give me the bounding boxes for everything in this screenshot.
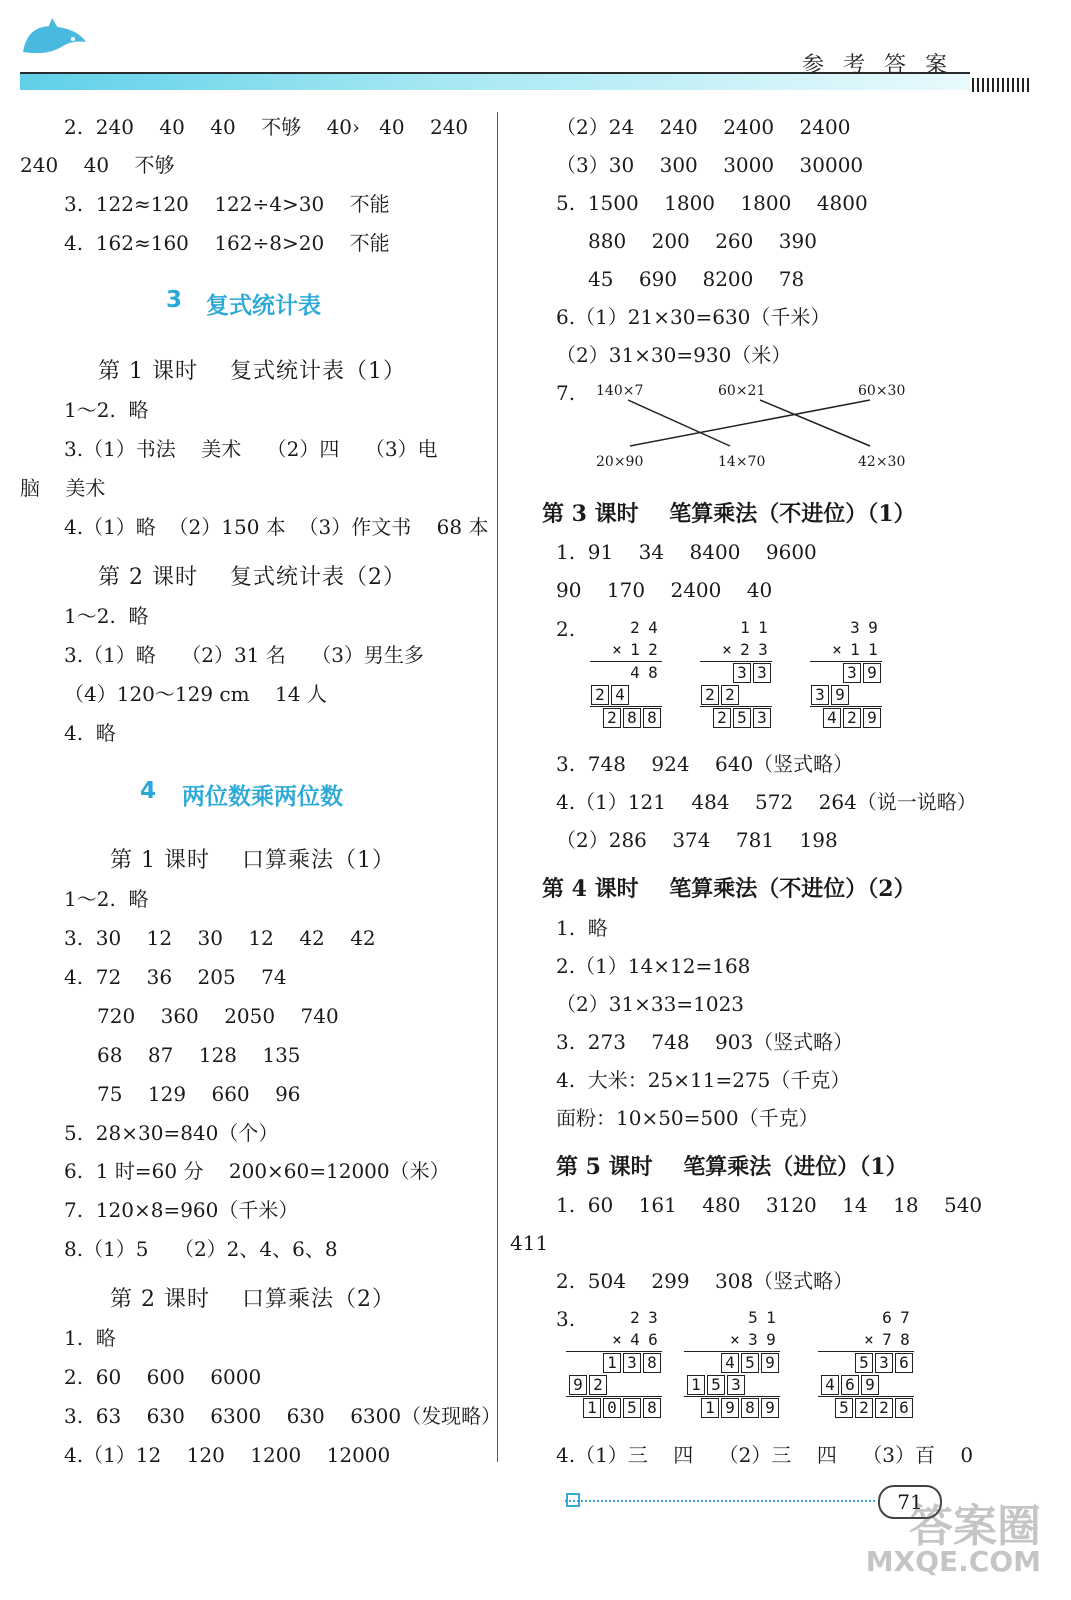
calc-row (810, 617, 882, 639)
calc-row (590, 639, 662, 661)
calc-digit: × (832, 640, 842, 659)
answer-line: 1. 略 (64, 1326, 116, 1350)
calc-row (566, 1374, 662, 1396)
vertical-multiplication (566, 1307, 662, 1419)
lesson-heading: 第 4 课时 笔算乘法（不进位）（2） (542, 876, 916, 902)
calc-digit: 2 (591, 685, 609, 705)
vertical-multiplication (700, 617, 772, 729)
calc-row (590, 684, 662, 706)
calc-digit: 4 (648, 618, 658, 637)
calc-digit: 9 (861, 1375, 879, 1395)
lesson-heading: 第 2 课时 口算乘法（2） (110, 1287, 395, 1312)
calc-row (684, 1329, 780, 1351)
calc-digit: 3 (850, 618, 860, 637)
match-label: 14×70 (718, 454, 766, 470)
answer-line: 4.（1）三 四 （2）三 四 （3）百 0 (556, 1443, 974, 1467)
calc-digit: 2 (843, 708, 861, 728)
calc-digit: 2 (740, 640, 750, 659)
calc-digit: 2 (589, 1375, 607, 1395)
vertical-multiplication (684, 1307, 780, 1419)
lesson-heading: 第 5 课时 笔算乘法（进位）（1） (556, 1154, 908, 1180)
calc-row (700, 706, 772, 729)
calc-row (700, 684, 772, 706)
section-title: 两位数乘两位数 (182, 784, 343, 810)
page-number: 71 (878, 1485, 942, 1519)
answer-line: 1～2. 略 (64, 398, 149, 422)
calc-digit: 9 (868, 618, 878, 637)
calc-digit: 8 (741, 1398, 759, 1418)
match-label: 42×30 (858, 454, 906, 470)
calc-row (818, 1374, 914, 1396)
answer-line: 2.（1）14×12=168 (556, 954, 751, 978)
calc-digit: 6 (648, 1330, 658, 1349)
calc-row (684, 1374, 780, 1396)
calc-digit: 2 (875, 1398, 893, 1418)
answer-line: 脑 美术 (20, 476, 106, 500)
calc-digit: 1 (583, 1398, 601, 1418)
calc-digit: 8 (623, 708, 641, 728)
lesson-heading: 第 1 课时 口算乘法（1） (110, 848, 395, 873)
calc-digit: 0 (603, 1398, 621, 1418)
answer-line: 3. (556, 1307, 576, 1331)
answer-line: 4.（1）121 484 572 264（说一说略） (556, 790, 977, 814)
calc-digit: 4 (821, 1375, 839, 1395)
calc-digit: 3 (733, 663, 751, 683)
calc-digit: × (730, 1330, 740, 1349)
calc-digit: 5 (707, 1375, 725, 1395)
answer-line: 240 40 不够 (20, 153, 175, 177)
answer-line: 2. 504 299 308（竖式略） (556, 1269, 854, 1293)
vertical-multiplication (818, 1307, 914, 1419)
lesson-heading: 第 2 课时 复式统计表（2） (98, 565, 406, 590)
calc-digit: 1 (766, 1308, 776, 1327)
calc-digit: × (722, 640, 732, 659)
calc-digit: 4 (630, 1330, 640, 1349)
calc-digit: 1 (701, 1398, 719, 1418)
watermark: 答案圈 (909, 1501, 1041, 1552)
calc-digit: 1 (850, 640, 860, 659)
section-title: 复式统计表 (206, 293, 321, 319)
column-divider (497, 112, 498, 1462)
answer-line: 1. 60 161 480 3120 14 18 540 (556, 1193, 983, 1217)
calc-digit: 5 (623, 1398, 641, 1418)
calc-digit: 6 (882, 1308, 892, 1327)
calc-digit: 3 (843, 663, 861, 683)
calc-digit: × (612, 640, 622, 659)
calc-digit: 3 (758, 640, 768, 659)
calc-digit: 9 (761, 1353, 779, 1373)
calc-digit: 5 (733, 708, 751, 728)
answer-line: 3.（1）书法 美术 （2）四 （3）电 (64, 437, 438, 461)
calc-digit: 9 (831, 685, 849, 705)
answer-line: 3. 30 12 30 12 42 42 (64, 926, 376, 950)
answer-line: 75 129 660 96 (97, 1082, 301, 1106)
answer-line: （2）24 240 2400 2400 (556, 115, 851, 139)
answer-line: 4.（1）略 （2）150 本 （3）作文书 68 本 (64, 515, 489, 539)
answer-line: 45 690 8200 78 (588, 267, 805, 291)
calc-digit: 8 (643, 1353, 661, 1373)
calc-digit: 8 (643, 1398, 661, 1418)
calc-row (700, 661, 772, 684)
lesson-heading: 第 3 课时 笔算乘法（不进位）（1） (542, 501, 916, 527)
section-number: 4 (140, 778, 157, 804)
answer-line: （2）286 374 781 198 (556, 828, 838, 852)
calc-digit: 6 (895, 1398, 913, 1418)
calc-digit: 4 (611, 685, 629, 705)
calc-row (684, 1396, 780, 1419)
answer-line: 1～2. 略 (64, 887, 149, 911)
answer-line: 4. 大米：25×11=275（千克） (556, 1068, 851, 1092)
match-line (760, 400, 870, 446)
answer-line: 5. 28×30=840（个） (64, 1121, 279, 1145)
answer-line: 3. 273 748 903（竖式略） (556, 1030, 854, 1054)
section-number: 3 (166, 287, 183, 313)
calc-row (684, 1351, 780, 1374)
answer-line: 1. 91 34 8400 9600 (556, 540, 817, 564)
calc-digit: 1 (758, 618, 768, 637)
calc-digit: 2 (603, 708, 621, 728)
calc-digit: 1 (603, 1353, 621, 1373)
calc-digit: 8 (643, 708, 661, 728)
calc-row (810, 684, 882, 706)
calc-row (684, 1307, 780, 1329)
footer-dotted-rule (565, 1500, 875, 1502)
calc-digit: 4 (630, 663, 640, 682)
calc-digit: 1 (687, 1375, 705, 1395)
vertical-multiplication (810, 617, 882, 729)
answer-line: 6. 1 时=60 分 200×60=12000（米） (64, 1159, 450, 1183)
answer-line: （4）120～129 cm 14 人 (64, 682, 327, 706)
answer-line: 4.（1）12 120 1200 12000 (64, 1443, 391, 1467)
calc-digit: 1 (740, 618, 750, 637)
match-label: 60×21 (718, 383, 766, 399)
answer-line: 1～2. 略 (64, 604, 149, 628)
calc-digit: 9 (761, 1398, 779, 1418)
calc-digit: 2 (721, 685, 739, 705)
match-label: 140×7 (596, 383, 644, 399)
calc-digit: 2 (701, 685, 719, 705)
calc-row (700, 617, 772, 639)
answer-line: （2）31×33=1023 (556, 992, 745, 1016)
calc-digit: 2 (648, 640, 658, 659)
answer-line: 2. 60 600 6000 (64, 1365, 262, 1389)
calc-digit: 4 (823, 708, 841, 728)
barcode-decoration (972, 78, 1032, 92)
calc-row (818, 1307, 914, 1329)
answer-line: 面粉：10×50=500（千克） (556, 1106, 819, 1130)
calc-digit: 2 (630, 1308, 640, 1327)
calc-row (590, 617, 662, 639)
answer-line: 3. 122≈120 122÷4>30 不能 (64, 192, 390, 216)
answer-line: 2. 240 40 40 不够 40› 40 240 (64, 115, 469, 139)
calc-digit: 8 (900, 1330, 910, 1349)
calc-row (566, 1351, 662, 1374)
match-label: 20×90 (596, 454, 644, 470)
lesson-heading: 第 1 课时 复式统计表（1） (98, 359, 406, 384)
calc-digit: 5 (855, 1353, 873, 1373)
answer-line: 880 200 260 390 (588, 229, 817, 253)
match-label: 60×30 (858, 383, 906, 399)
calc-digit: 7 (900, 1308, 910, 1327)
calc-digit: 5 (748, 1308, 758, 1327)
calc-digit: 7 (882, 1330, 892, 1349)
calc-digit: 5 (741, 1353, 759, 1373)
header-title: 参 考 答 案 (802, 53, 953, 78)
calc-digit: 8 (648, 663, 658, 682)
calc-row (566, 1396, 662, 1419)
calc-row (810, 706, 882, 729)
match-line (630, 400, 870, 446)
answer-line: 7. (556, 381, 576, 405)
calc-digit: 3 (811, 685, 829, 705)
calc-row (818, 1351, 914, 1374)
calc-digit: 5 (835, 1398, 853, 1418)
calc-digit: 3 (753, 708, 771, 728)
answer-line: 90 170 2400 40 (556, 578, 773, 602)
calc-digit: 9 (863, 708, 881, 728)
answer-line: 5. 1500 1800 1800 4800 (556, 191, 868, 215)
calc-digit: 3 (753, 663, 771, 683)
calc-row (818, 1329, 914, 1351)
calc-digit: 3 (648, 1308, 658, 1327)
watermark-url: MXQE.COM (865, 1545, 1041, 1578)
calc-digit: 6 (895, 1353, 913, 1373)
answer-line: 1. 略 (556, 916, 608, 940)
answer-line: 3. 748 924 640（竖式略） (556, 752, 854, 776)
calc-digit: 9 (721, 1398, 739, 1418)
calc-digit: 9 (863, 663, 881, 683)
answer-line: （2）31×30=930（米） (556, 343, 792, 367)
answer-line: 720 360 2050 740 (97, 1004, 339, 1028)
answer-line: （3）30 300 3000 30000 (556, 153, 864, 177)
calc-row (590, 661, 662, 684)
calc-digit: 3 (875, 1353, 893, 1373)
answer-line: 4. 略 (64, 721, 116, 745)
answer-line: 411 (510, 1231, 549, 1255)
answer-line: 8.（1）5 （2）2、4、6、8 (64, 1237, 338, 1261)
answer-line: 6.（1）21×30=630（千米） (556, 305, 831, 329)
calc-digit: 9 (766, 1330, 776, 1349)
calc-digit: 6 (841, 1375, 859, 1395)
calc-digit: 2 (630, 618, 640, 637)
calc-row (810, 639, 882, 661)
calc-digit: 9 (569, 1375, 587, 1395)
calc-digit: 1 (868, 640, 878, 659)
answer-line: 68 87 128 135 (97, 1043, 301, 1067)
calc-row (566, 1329, 662, 1351)
calc-row (700, 639, 772, 661)
calc-digit: 4 (721, 1353, 739, 1373)
calc-digit: 3 (727, 1375, 745, 1395)
calc-row (590, 706, 662, 729)
answer-line: 3. 63 630 6300 630 6300（发现略） (64, 1404, 502, 1428)
answer-line: 7. 120×8=960（千米） (64, 1198, 299, 1222)
match-line (628, 400, 730, 446)
answer-line: 2. (556, 617, 576, 641)
calc-digit: 2 (855, 1398, 873, 1418)
calc-digit: 3 (623, 1353, 641, 1373)
calc-row (566, 1307, 662, 1329)
calc-row (810, 661, 882, 684)
calc-digit: 3 (748, 1330, 758, 1349)
calc-digit: 2 (713, 708, 731, 728)
answer-line: 4. 162≈160 162÷8>20 不能 (64, 231, 390, 255)
calc-digit: 1 (630, 640, 640, 659)
calc-row (818, 1396, 914, 1419)
dolphin-logo-icon (18, 12, 88, 67)
calc-digit: × (612, 1330, 622, 1349)
answer-line: 4. 72 36 205 74 (64, 965, 287, 989)
answer-line: 3.（1）略 （2）31 名 （3）男生多 (64, 643, 424, 667)
vertical-multiplication (590, 617, 662, 729)
calc-digit: × (864, 1330, 874, 1349)
